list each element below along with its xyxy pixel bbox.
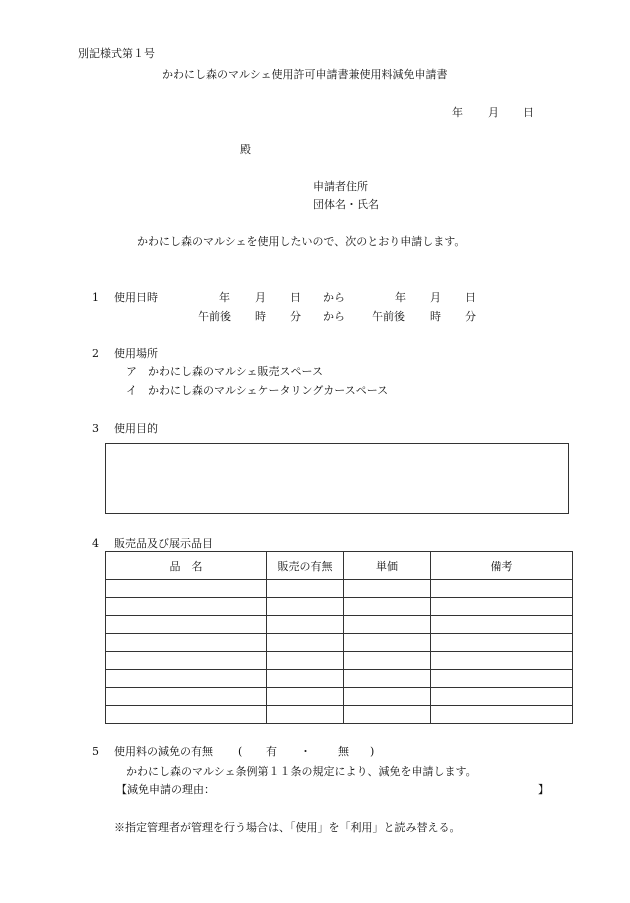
sale-status-cell[interactable] [267, 616, 344, 634]
section1-start-ampm: 午前後 [198, 310, 231, 323]
unit-price-cell[interactable] [344, 580, 431, 598]
section1-start-hour: 時 [255, 310, 266, 323]
addressee-honorific: 殿 [240, 143, 251, 156]
exemption-reason-close: 】 [538, 783, 549, 796]
section1-end-ampm: 午前後 [372, 310, 405, 323]
date-month: 月 [488, 106, 499, 119]
exemption-reason-label: 【減免申請の理由： [116, 783, 215, 796]
section1-start-day: 日 [290, 291, 301, 304]
remarks-cell[interactable] [431, 580, 573, 598]
section5-number: 5 [92, 745, 99, 758]
section1-start-month: 月 [255, 291, 266, 304]
location-option-a: かわにし森のマルシェ販売スペース [148, 365, 323, 378]
intro-text: かわにし森のマルシェを使用したいので、次のとおり申請します。 [137, 235, 466, 248]
item-name-cell[interactable] [106, 706, 267, 724]
location-option-b: かわにし森のマルシェケータリングカースペース [148, 384, 389, 397]
item-name-cell[interactable] [106, 634, 267, 652]
unit-price-cell[interactable] [344, 706, 431, 724]
applicant-name-label: 団体名・氏名 [313, 198, 379, 211]
table-row [106, 616, 573, 634]
remarks-cell[interactable] [431, 706, 573, 724]
sale-status-cell[interactable] [267, 670, 344, 688]
item-name-cell[interactable] [106, 670, 267, 688]
table-row [106, 634, 573, 652]
form-title: かわにし森のマルシェ使用許可申請書兼使用料減免申請書 [162, 68, 448, 81]
location-option-b-marker: イ [126, 384, 137, 397]
sale-status-cell[interactable] [267, 598, 344, 616]
table-row [106, 688, 573, 706]
sale-status-cell[interactable] [267, 706, 344, 724]
section1-label: 使用日時 [114, 291, 158, 304]
table-row [106, 652, 573, 670]
unit-price-cell[interactable] [344, 598, 431, 616]
date-day: 日 [523, 106, 534, 119]
sale-status-cell[interactable] [267, 580, 344, 598]
table-row [106, 598, 573, 616]
section1-from-2: から [323, 310, 345, 323]
close-paren: ) [370, 745, 375, 758]
item-name-cell[interactable] [106, 652, 267, 670]
unit-price-cell[interactable] [344, 652, 431, 670]
section1-end-hour: 時 [430, 310, 441, 323]
remarks-cell[interactable] [431, 670, 573, 688]
purpose-field[interactable] [105, 443, 569, 514]
option-no[interactable]: 無 [338, 745, 349, 758]
section1-end-minute: 分 [465, 310, 476, 323]
item-name-cell[interactable] [106, 580, 267, 598]
exemption-reason-field[interactable] [230, 783, 530, 797]
section4-number: 4 [92, 537, 99, 550]
footnote: ※指定管理者が管理を行う場合は、「使用」を「利用」と読み替える。 [114, 821, 461, 834]
unit-price-cell[interactable] [344, 688, 431, 706]
unit-price-cell[interactable] [344, 616, 431, 634]
table-row [106, 706, 573, 724]
remarks-cell[interactable] [431, 652, 573, 670]
section4-label: 販売品及び展示品目 [114, 537, 213, 550]
remarks-cell[interactable] [431, 634, 573, 652]
date-year: 年 [452, 106, 463, 119]
section1-number: 1 [92, 291, 99, 304]
section5-label: 使用料の減免の有無 [114, 745, 213, 758]
table-row [106, 580, 573, 598]
sale-status-cell[interactable] [267, 652, 344, 670]
sale-status-cell[interactable] [267, 634, 344, 652]
section1-end-month: 月 [430, 291, 441, 304]
remarks-cell[interactable] [431, 598, 573, 616]
remarks-cell[interactable] [431, 688, 573, 706]
item-name-cell[interactable] [106, 616, 267, 634]
unit-price-cell[interactable] [344, 670, 431, 688]
section3-number: 3 [92, 422, 99, 435]
section2-label: 使用場所 [114, 347, 158, 360]
section2-number: 2 [92, 347, 99, 360]
section1-start-minute: 分 [290, 310, 301, 323]
table-row [106, 670, 573, 688]
unit-price-cell[interactable] [344, 634, 431, 652]
option-yes[interactable]: 有 [266, 745, 277, 758]
section3-label: 使用目的 [114, 422, 158, 435]
applicant-address-label: 申請者住所 [313, 180, 368, 193]
item-name-cell[interactable] [106, 598, 267, 616]
open-paren: ( [238, 745, 243, 758]
column-header-item-name: 品 名 [106, 552, 267, 580]
section1-from: から [323, 291, 345, 304]
option-separator: ・ [300, 745, 311, 758]
form-number: 別記様式第１号 [78, 47, 155, 60]
remarks-cell[interactable] [431, 616, 573, 634]
section1-end-day: 日 [465, 291, 476, 304]
column-header-unit-price: 単価 [344, 552, 431, 580]
location-option-a-marker: ア [126, 365, 137, 378]
items-table [105, 551, 573, 724]
section1-end-year: 年 [395, 291, 406, 304]
exemption-statement: かわにし森のマルシェ条例第１１条の規定により、減免を申請します。 [126, 765, 477, 778]
column-header-sale-status: 販売の有無 [267, 552, 344, 580]
column-header-remarks: 備考 [431, 552, 573, 580]
sale-status-cell[interactable] [267, 688, 344, 706]
item-name-cell[interactable] [106, 688, 267, 706]
section1-start-year: 年 [219, 291, 230, 304]
